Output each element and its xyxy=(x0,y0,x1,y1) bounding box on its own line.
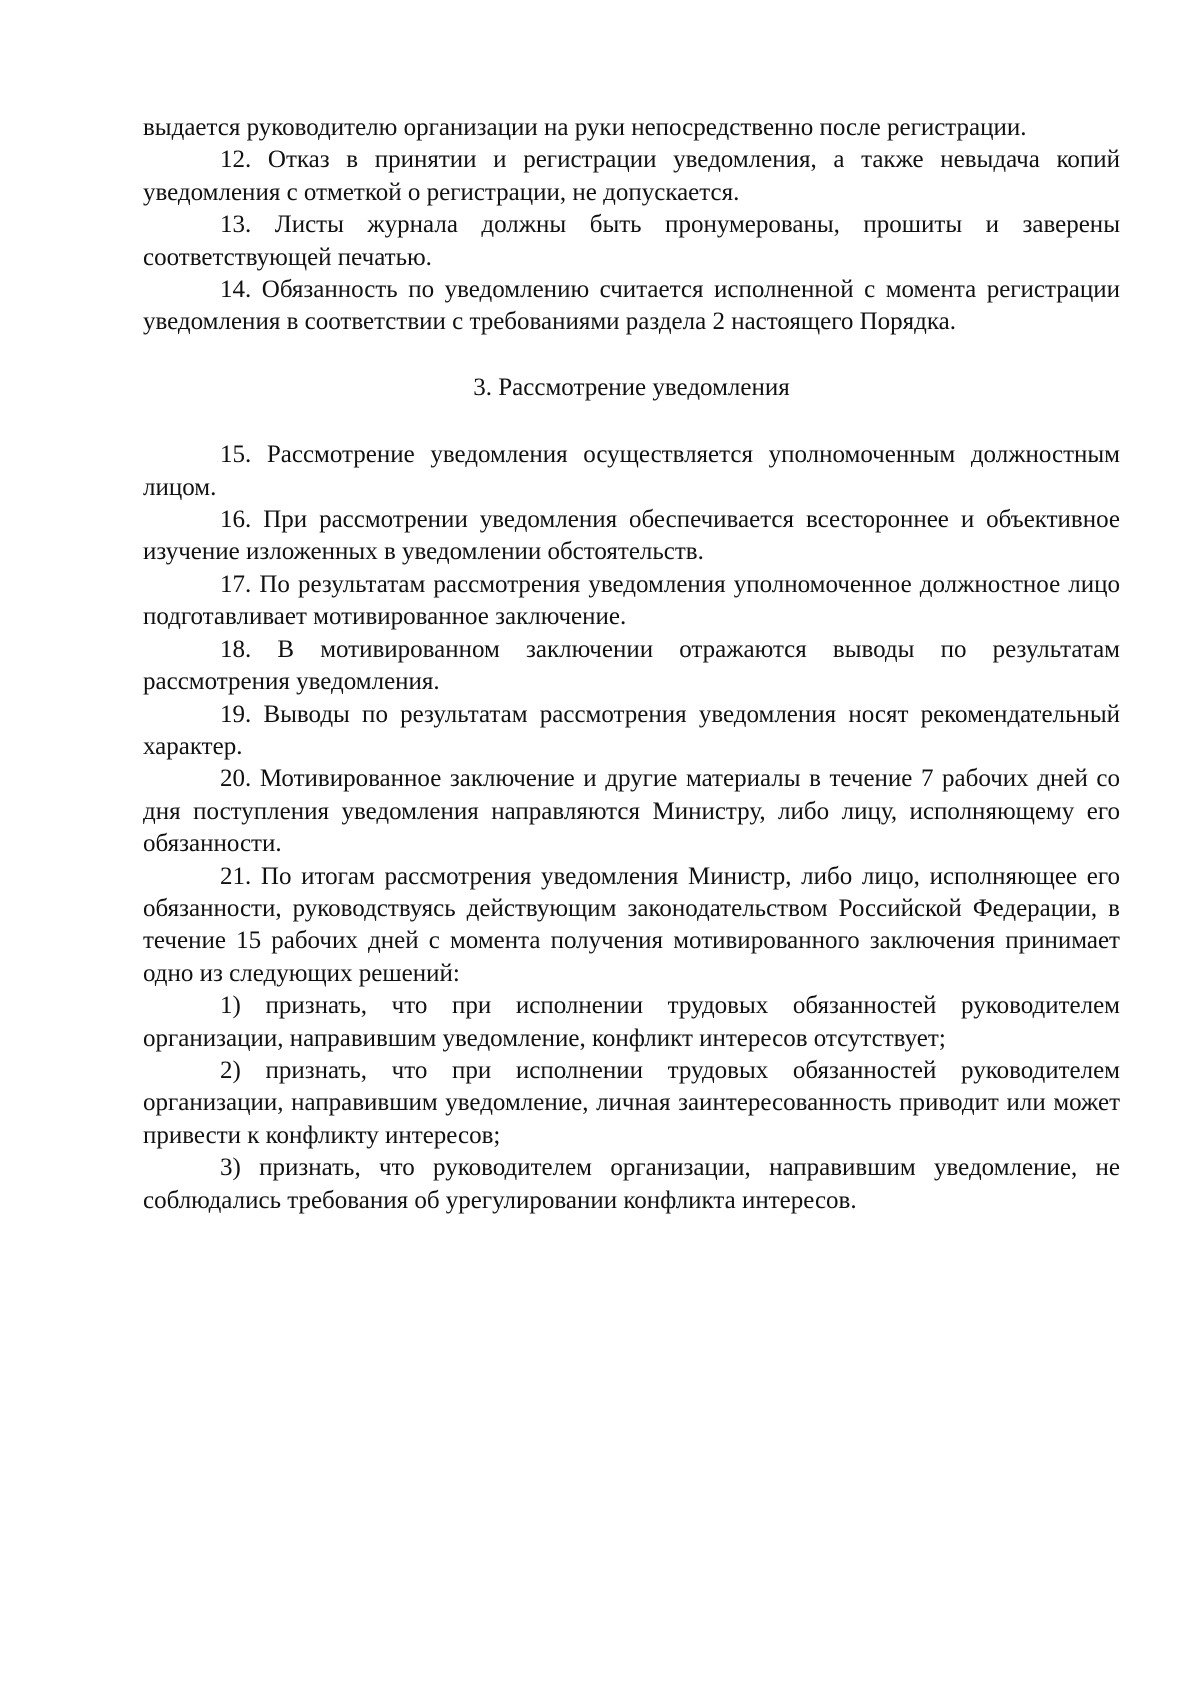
section-heading: 3. Рассмотрение уведомления xyxy=(473,373,790,401)
paragraph-item-13: 13. Листы журнала должны быть пронумерованы, прошиты и заверены соответствующей печатью. xyxy=(143,211,1120,271)
paragraph-item-18: 18. В мотивированном заключении отражаются выводы по результатам рассмотрения уведомления. xyxy=(143,635,1120,696)
paragraph-item-14: 14. Обязанность по уведомлению считается исполненной с момента регистрации уведомления в соответствии с требованиями раздела 2 настоящего Порядка. xyxy=(143,276,1120,336)
paragraph-continuation: выдается руководителю организации на руки непосредственно после регистрации. xyxy=(143,114,1027,141)
paragraph-item-20: 20. Мотивированное заключение и другие материалы в течение 7 рабочих дней со дня поступления уведомления направляются Министру, либо лицу, исполняющему его обязанности. xyxy=(143,765,1120,858)
decision-option-3: 3) признать, что руководителем организации, направившим уведомление, не соблюдались требования об урегулировании конфликта интересов. xyxy=(143,1154,1120,1214)
document-page xyxy=(143,112,1120,1217)
paragraph-item-15: 15. Рассмотрение уведомления осуществляется уполномоченным должностным лицом. xyxy=(143,441,1120,501)
decision-option-1: 1) признать, что при исполнении трудовых обязанностей руководителем организации, направившим уведомление, конфликт интересов отсутствует; xyxy=(143,992,1120,1052)
paragraph-item-19: 19. Выводы по результатам рассмотрения уведомления носят рекомендательный характер. xyxy=(143,700,1120,760)
paragraph-item-16: 16. При рассмотрении уведомления обеспечивается всестороннее и объективное изучение изложенных в уведомлении обстоятельств. xyxy=(143,506,1120,566)
paragraph-item-17: 17. По результатам рассмотрения уведомления уполномоченное должностное лицо подготавливает мотивированное заключение. xyxy=(143,570,1120,631)
paragraph-item-21: 21. По итогам рассмотрения уведомления Министр, либо лицо, исполняющее его обязанности, руководствуясь действующим законодательством Российской Федерации, в течение 15 рабочих дней с момента получения мотивированного заключения принимает одно из следующих решений: xyxy=(143,862,1120,987)
decision-option-2: 2) признать, что при исполнении трудовых обязанностей руководителем организации, направившим уведомление, личная заинтересованность приводит или может привести к конфликту интересов; xyxy=(143,1056,1120,1149)
paragraph-item-12: 12. Отказ в принятии и регистрации уведомления, а также невыдача копий уведомления с отметкой о регистрации, не допускается. xyxy=(143,146,1120,206)
